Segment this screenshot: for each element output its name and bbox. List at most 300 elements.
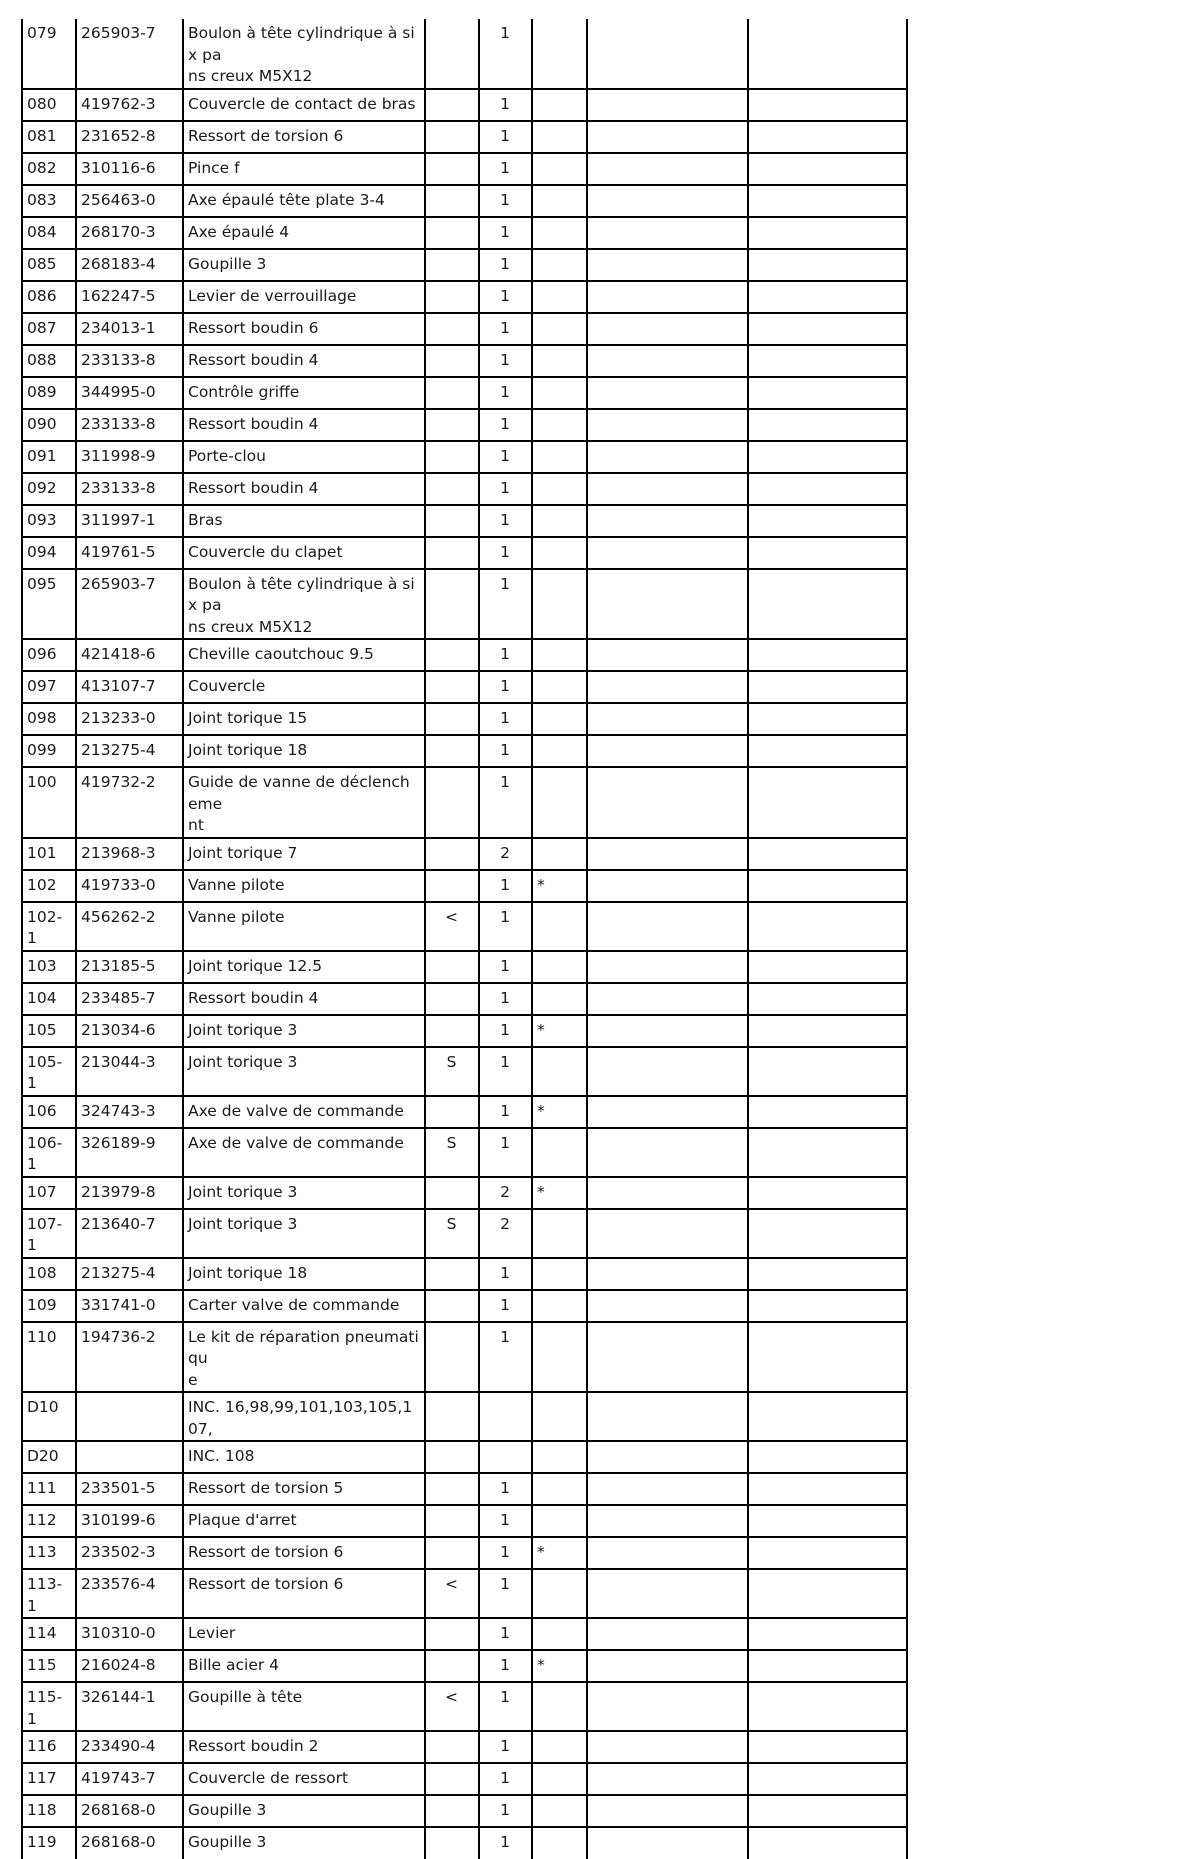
part-description: Ressort de torsion 6 [183,1537,425,1569]
empty-cell [587,249,748,281]
table-row [22,671,907,703]
quantity: 1 [479,313,532,345]
note-mark [532,441,587,473]
note-mark [532,153,587,185]
empty-cell [587,505,748,537]
part-number: 268170-3 [76,217,183,249]
item-number: 085 [22,249,76,281]
quantity: 1 [479,153,532,185]
empty-cell [748,1096,907,1128]
empty-cell [748,505,907,537]
part-number: 233485-7 [76,983,183,1015]
note-mark [532,1441,587,1473]
change-mark [425,1505,479,1537]
quantity: 1 [479,1258,532,1290]
item-number: 119 [22,1827,76,1859]
empty-cell [748,735,907,767]
change-mark [425,767,479,838]
empty-cell [587,1505,748,1537]
empty-cell [748,951,907,983]
change-mark [425,121,479,153]
item-number: 113 [22,1537,76,1569]
table-row [22,1096,907,1128]
change-mark [425,345,479,377]
note-mark [532,1392,587,1441]
table-row [22,249,907,281]
table-row [22,1731,907,1763]
quantity: 1 [479,1731,532,1763]
part-number: 234013-1 [76,313,183,345]
quantity: 1 [479,902,532,951]
note-mark [532,281,587,313]
part-description: Couvercle du clapet [183,537,425,569]
quantity: 1 [479,409,532,441]
empty-cell [748,1047,907,1096]
table-row [22,1047,907,1096]
note-mark [532,1618,587,1650]
part-description: Axe épaulé tête plate 3-4 [183,185,425,217]
empty-cell [748,767,907,838]
change-mark [425,1537,479,1569]
part-description: Goupille 3 [183,249,425,281]
change-mark [425,19,479,89]
empty-cell [587,902,748,951]
empty-cell [748,1177,907,1209]
part-number: 213640-7 [76,1209,183,1258]
change-mark [425,569,479,640]
part-description: Ressort boudin 4 [183,983,425,1015]
change-mark [425,1258,479,1290]
note-mark [532,313,587,345]
note-mark: * [532,1096,587,1128]
item-number: 092 [22,473,76,505]
empty-cell [587,1096,748,1128]
quantity: 2 [479,1209,532,1258]
part-number: 194736-2 [76,1322,183,1393]
quantity: 1 [479,1569,532,1618]
note-mark [532,902,587,951]
empty-cell [587,671,748,703]
empty-cell [748,1015,907,1047]
item-number: D20 [22,1441,76,1473]
part-number: 256463-0 [76,185,183,217]
part-number: 413107-7 [76,671,183,703]
table-row [22,1177,907,1209]
empty-cell [748,121,907,153]
change-mark [425,153,479,185]
quantity: 1 [479,537,532,569]
part-number: 265903-7 [76,569,183,640]
empty-cell [748,1618,907,1650]
note-mark [532,671,587,703]
part-number: 231652-8 [76,121,183,153]
part-number: 324743-3 [76,1096,183,1128]
quantity: 1 [479,1618,532,1650]
empty-cell [587,1047,748,1096]
note-mark [532,735,587,767]
item-number: 108 [22,1258,76,1290]
part-number: 265903-7 [76,19,183,89]
item-number: 098 [22,703,76,735]
note-mark [532,703,587,735]
note-mark [532,249,587,281]
table-row [22,313,907,345]
empty-cell [587,345,748,377]
note-mark [532,1682,587,1731]
part-description: Axe épaulé 4 [183,217,425,249]
empty-cell [587,1128,748,1177]
part-description: Guide de vanne de déclencheme nt [183,767,425,838]
item-number: 091 [22,441,76,473]
note-mark: * [532,1177,587,1209]
empty-cell [748,703,907,735]
change-mark [425,1290,479,1322]
table-row [22,1618,907,1650]
empty-cell [748,409,907,441]
empty-cell [748,1569,907,1618]
note-mark: * [532,1015,587,1047]
empty-cell [587,1763,748,1795]
empty-cell [587,983,748,1015]
part-description: Axe de valve de commande [183,1096,425,1128]
change-mark [425,838,479,870]
item-number: 107 [22,1177,76,1209]
table-row [22,505,907,537]
change-mark [425,1763,479,1795]
item-number: 109 [22,1290,76,1322]
note-mark [532,1505,587,1537]
item-number: 100 [22,767,76,838]
part-number: 233576-4 [76,1569,183,1618]
empty-cell [748,537,907,569]
empty-cell [587,1209,748,1258]
empty-cell [587,1015,748,1047]
table-row [22,377,907,409]
note-mark [532,1209,587,1258]
change-mark [425,249,479,281]
empty-cell [748,1392,907,1441]
change-mark [425,185,479,217]
quantity: 1 [479,217,532,249]
empty-cell [587,703,748,735]
empty-cell [587,153,748,185]
change-mark [425,1177,479,1209]
empty-cell [587,1322,748,1393]
empty-cell [587,121,748,153]
table-row [22,153,907,185]
part-number: 268168-0 [76,1827,183,1859]
part-number: 233501-5 [76,1473,183,1505]
empty-cell [587,1537,748,1569]
part-description: Levier de verrouillage [183,281,425,313]
empty-cell [748,1827,907,1859]
parts-list-body [22,19,907,1859]
empty-cell [587,1258,748,1290]
empty-cell [587,377,748,409]
empty-cell [587,19,748,89]
table-row [22,409,907,441]
empty-cell [587,1682,748,1731]
table-row [22,951,907,983]
part-description: Ressort boudin 4 [183,345,425,377]
empty-cell [748,281,907,313]
table-row [22,89,907,121]
item-number: 080 [22,89,76,121]
empty-cell [748,441,907,473]
quantity: 1 [479,281,532,313]
part-number [76,1441,183,1473]
part-number: 213185-5 [76,951,183,983]
table-row [22,639,907,671]
part-description: Goupille à tête [183,1682,425,1731]
empty-cell [748,1763,907,1795]
empty-cell [748,1682,907,1731]
part-description: Boulon à tête cylindrique à six pa ns creux M5X12 [183,19,425,89]
part-description: Ressort boudin 2 [183,1731,425,1763]
item-number: 117 [22,1763,76,1795]
empty-cell [587,1618,748,1650]
part-number: 311998-9 [76,441,183,473]
change-mark [425,671,479,703]
change-mark [425,1441,479,1473]
part-description: Bille acier 4 [183,1650,425,1682]
empty-cell [748,1322,907,1393]
quantity: 1 [479,89,532,121]
table-row [22,121,907,153]
note-mark [532,951,587,983]
quantity: 1 [479,1047,532,1096]
change-mark [425,217,479,249]
note-mark [532,537,587,569]
part-description: Levier [183,1618,425,1650]
empty-cell [748,313,907,345]
part-number: 213034-6 [76,1015,183,1047]
part-description: Couvercle de ressort [183,1763,425,1795]
quantity: 1 [479,249,532,281]
empty-cell [587,1795,748,1827]
part-description: INC. 108 [183,1441,425,1473]
note-mark [532,473,587,505]
item-number: 094 [22,537,76,569]
item-number: 106 [22,1096,76,1128]
empty-cell [748,217,907,249]
item-number: 115-1 [22,1682,76,1731]
item-number: 105 [22,1015,76,1047]
empty-cell [587,89,748,121]
empty-cell [587,473,748,505]
table-row [22,1569,907,1618]
table-row [22,1015,907,1047]
item-number: 102 [22,870,76,902]
change-mark [425,1731,479,1763]
part-description: Ressort boudin 6 [183,313,425,345]
part-number: 331741-0 [76,1290,183,1322]
part-description: Porte-clou [183,441,425,473]
table-row [22,281,907,313]
change-mark [425,1827,479,1859]
note-mark [532,121,587,153]
note-mark [532,1128,587,1177]
table-row [22,983,907,1015]
item-number: 084 [22,217,76,249]
quantity: 1 [479,121,532,153]
change-mark [425,409,479,441]
quantity: 1 [479,1537,532,1569]
part-description: Joint torique 3 [183,1209,425,1258]
empty-cell [748,473,907,505]
part-description: Couvercle [183,671,425,703]
empty-cell [748,870,907,902]
note-mark: * [532,1537,587,1569]
note-mark [532,767,587,838]
note-mark [532,1322,587,1393]
note-mark [532,1795,587,1827]
note-mark [532,217,587,249]
empty-cell [748,983,907,1015]
change-mark [425,505,479,537]
part-number [76,1392,183,1441]
quantity: 1 [479,185,532,217]
table-row [22,838,907,870]
part-description: Plaque d'arret [183,1505,425,1537]
part-description: Joint torique 3 [183,1177,425,1209]
table-row [22,703,907,735]
part-number: 233502-3 [76,1537,183,1569]
note-mark [532,1258,587,1290]
empty-cell [748,19,907,89]
table-row [22,569,907,640]
quantity: 1 [479,345,532,377]
item-number: 114 [22,1618,76,1650]
empty-cell [748,1290,907,1322]
note-mark [532,569,587,640]
empty-cell [748,569,907,640]
table-row [22,767,907,838]
change-mark [425,870,479,902]
table-row [22,1473,907,1505]
empty-cell [587,1177,748,1209]
change-mark [425,735,479,767]
part-description: Contrôle griffe [183,377,425,409]
part-description: Vanne pilote [183,870,425,902]
part-description: Vanne pilote [183,902,425,951]
quantity: 1 [479,870,532,902]
table-row [22,1682,907,1731]
quantity: 1 [479,19,532,89]
part-number: 421418-6 [76,639,183,671]
item-number: 087 [22,313,76,345]
item-number: 110 [22,1322,76,1393]
item-number: 095 [22,569,76,640]
empty-cell [587,1731,748,1763]
part-description: Couvercle de contact de bras [183,89,425,121]
quantity: 1 [479,951,532,983]
quantity: 1 [479,703,532,735]
quantity: 1 [479,1015,532,1047]
table-row [22,902,907,951]
quantity: 1 [479,1322,532,1393]
part-number: 456262-2 [76,902,183,951]
part-number: 344995-0 [76,377,183,409]
change-mark [425,473,479,505]
empty-cell [587,537,748,569]
change-mark: < [425,902,479,951]
quantity: 1 [479,441,532,473]
item-number: 097 [22,671,76,703]
table-row [22,537,907,569]
quantity: 2 [479,838,532,870]
part-description: Ressort de torsion 6 [183,121,425,153]
change-mark [425,983,479,1015]
item-number: 088 [22,345,76,377]
part-description: Boulon à tête cylindrique à six pa ns creux M5X12 [183,569,425,640]
change-mark [425,537,479,569]
change-mark: S [425,1128,479,1177]
change-mark [425,639,479,671]
empty-cell [587,185,748,217]
part-number: 233133-8 [76,409,183,441]
change-mark: < [425,1569,479,1618]
quantity: 1 [479,377,532,409]
item-number: 101 [22,838,76,870]
item-number: 104 [22,983,76,1015]
part-number: 213044-3 [76,1047,183,1096]
item-number: 116 [22,1731,76,1763]
parts-list-table [21,19,908,1859]
empty-cell [748,1537,907,1569]
empty-cell [748,185,907,217]
empty-cell [748,89,907,121]
table-row [22,870,907,902]
empty-cell [748,1505,907,1537]
empty-cell [748,838,907,870]
part-number: 268168-0 [76,1795,183,1827]
change-mark: S [425,1209,479,1258]
item-number: 096 [22,639,76,671]
table-row [22,1505,907,1537]
change-mark [425,1096,479,1128]
note-mark [532,1290,587,1322]
item-number: 115 [22,1650,76,1682]
note-mark [532,377,587,409]
change-mark [425,1322,479,1393]
table-row [22,1258,907,1290]
change-mark [425,1618,479,1650]
part-description: Goupille 3 [183,1827,425,1859]
part-description: Axe de valve de commande [183,1128,425,1177]
part-description: Ressort boudin 4 [183,473,425,505]
part-number: 213275-4 [76,735,183,767]
quantity: 1 [479,735,532,767]
item-number: 103 [22,951,76,983]
table-row [22,185,907,217]
part-description: Joint torique 3 [183,1047,425,1096]
change-mark: < [425,1682,479,1731]
quantity: 1 [479,1473,532,1505]
change-mark: S [425,1047,479,1096]
note-mark [532,505,587,537]
empty-cell [587,409,748,441]
part-description: Goupille 3 [183,1795,425,1827]
quantity: 1 [479,1505,532,1537]
table-row [22,1322,907,1393]
note-mark [532,1731,587,1763]
part-number: 419743-7 [76,1763,183,1795]
empty-cell [748,1473,907,1505]
empty-cell [748,1731,907,1763]
table-row [22,473,907,505]
note-mark [532,345,587,377]
